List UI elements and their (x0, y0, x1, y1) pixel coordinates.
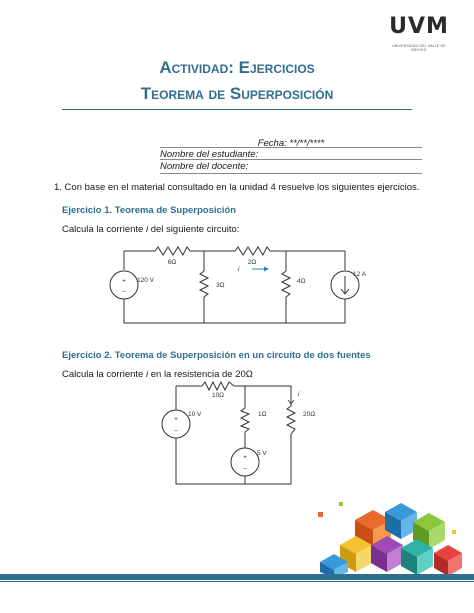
student-name-field: Nombre del estudiante: (160, 147, 422, 161)
c2-label-20ohm: 20Ω (303, 411, 316, 418)
exercise2-prompt-post: en la resistencia de 20Ω (148, 369, 253, 380)
c2-label-1ohm: 1Ω (258, 411, 267, 418)
c2-plus-10v: + (174, 416, 178, 423)
exercise2-prompt (62, 369, 253, 380)
c2-label-10v: 10 V (188, 411, 202, 418)
c1-resistor-4 (282, 271, 290, 297)
c1-label-120v: 120 V (137, 277, 154, 284)
c2-current-arrow (288, 396, 294, 404)
exercise2-prompt-pre: Calcula la corriente (62, 369, 146, 380)
logo-text: UVM (389, 14, 449, 39)
footer-line (0, 581, 474, 582)
c2-resistor-20 (287, 406, 295, 434)
c2-minus-10v: − (174, 428, 178, 435)
exercise2-prompt-var: i (145, 369, 149, 380)
c1-resistor-2 (235, 247, 270, 255)
c2-resistor-1 (241, 408, 249, 432)
circuit2 (162, 382, 295, 484)
c1-label-2ohm: 2Ω (247, 259, 257, 266)
decorative-cubes (318, 502, 462, 578)
exercise1-prompt-pre: Calcula la corriente (62, 224, 146, 235)
fecha-field: Fecha: **/**/**** (257, 138, 325, 149)
c2-label-i: i (298, 391, 300, 398)
c1-label-12a: 12 A (353, 271, 367, 278)
c1-label-4ohm: 4Ω (297, 278, 306, 285)
c2-wire-top (176, 386, 291, 406)
logo-subtext: UNIVERSIDAD DEL VALLE DE MEXICO (392, 44, 446, 52)
c1-label-6ohm: 6Ω (167, 259, 177, 266)
page-title: Actividad: Ejercicios (159, 58, 315, 77)
exercise1-title: Ejercicio 1. Teorema de Superposición (62, 205, 237, 216)
c1-resistor-3 (200, 271, 208, 297)
exercise1-prompt-var: i (145, 224, 149, 235)
c2-minus-5v: − (243, 466, 247, 473)
circuit1 (110, 247, 359, 323)
instruction-text: 1. Con base en el material consultado en la unidad 4 resuelve los siguientes ejercicios. (54, 182, 420, 193)
c1-wire-left-bottom (124, 299, 345, 323)
teacher-name-field: Nombre del docente: (160, 159, 422, 174)
page-subtitle: Teorema de Superposición (140, 84, 334, 103)
c2-label-5v: 5 V (257, 450, 267, 457)
c1-plus: + (122, 278, 126, 285)
c2-resistor-10 (202, 382, 234, 390)
c2-plus-5v: + (243, 454, 247, 461)
c1-label-i: i (238, 266, 240, 273)
c1-minus: − (122, 289, 126, 296)
c1-resistor-6 (155, 247, 190, 255)
c1-current-source-arrow (341, 276, 349, 294)
c2-label-10ohm: 10Ω (211, 392, 225, 399)
exercise2-title: Ejercicio 2. Teorema de Superposición en un circuito de dos fuentes (62, 350, 371, 361)
c1-label-3ohm: 3Ω (216, 282, 225, 289)
exercise1-prompt-post: del siguiente circuito: (148, 224, 240, 235)
footer-bar (0, 574, 474, 580)
